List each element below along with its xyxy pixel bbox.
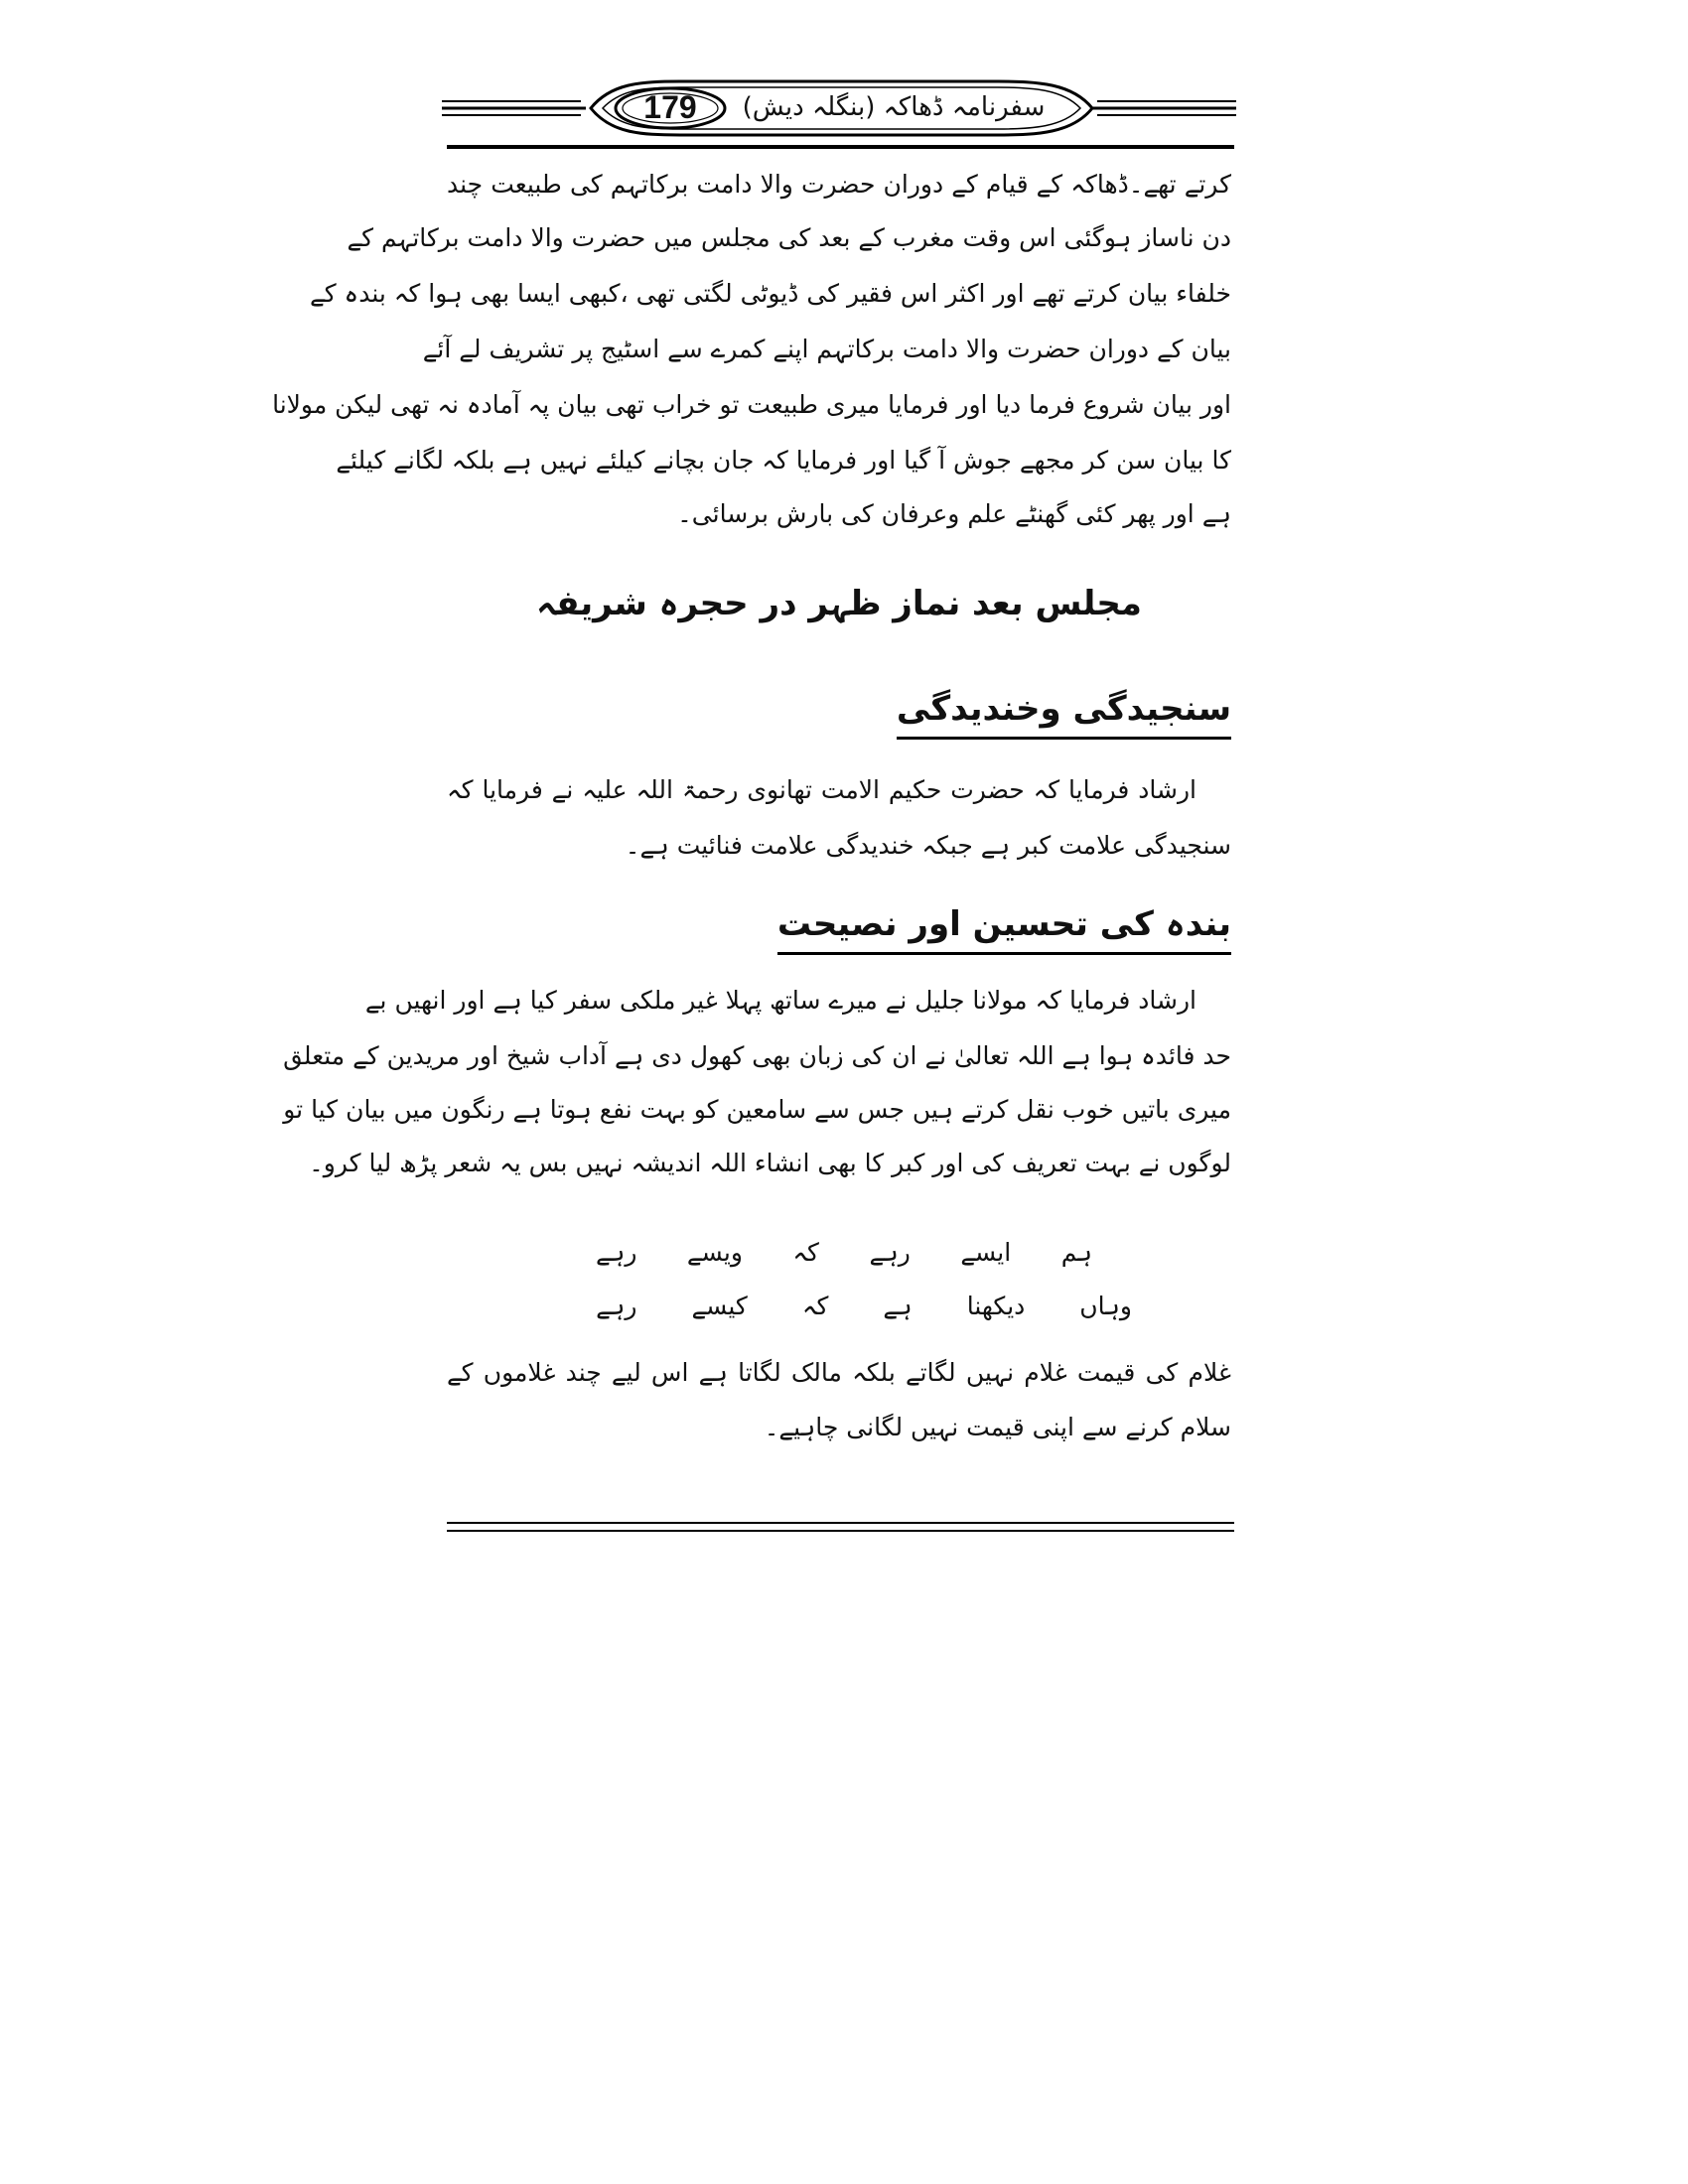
page-header — [442, 77, 1236, 143]
verse-word: کیسے — [691, 1292, 748, 1320]
text-line: حد فائدہ ہوا ہے اللہ تعالیٰ نے ان کی زبان بھی کھول دی ہے آداب شیخ اور مریدین کے متعلق — [283, 1041, 1231, 1070]
text-line: لوگوں نے بہت تعریف کی اور کبر کا بھی انشاء اللہ اندیشہ نہیں بس یہ شعر پڑھ لیا کرو۔ — [309, 1149, 1231, 1177]
verse-word: ہم — [1060, 1238, 1092, 1267]
text-line: خلفاء بیان کرتے تھے اور اکثر اس فقیر کی ڈیوٹی لگتی تھی ،کبھی ایسا بھی ہوا کہ بندہ کے — [310, 279, 1231, 308]
text-line: کرتے تھے۔ڈھاکہ کے قیام کے دوران حضرت والا دامت برکاتہم کی طبیعت چند — [447, 170, 1231, 199]
verse-word: ویسے — [686, 1238, 743, 1267]
verse-line-2 — [596, 1285, 1132, 1328]
text-line: سنجیدگی علامت کبر ہے جبکہ خندیدگی علامت فنائیت ہے۔ — [625, 831, 1231, 860]
text-line: کا بیان سن کر مجھے جوش آ گیا اور فرمایا کہ جان بچانے کیلئے نہیں ہے بلکہ لگانے کیلئے — [336, 446, 1231, 475]
verse-word: رہے — [869, 1238, 911, 1267]
section-heading: مجلس بعد نماز ظہر در حجرہ شریفہ — [536, 584, 1142, 623]
bottom-rule — [447, 1530, 1234, 1532]
verse-word: ایسے — [960, 1238, 1012, 1267]
text-line: دن ناساز ہوگئی اس وقت مغرب کے بعد کی مجلس میں حضرت والا دامت برکاتہم کے — [347, 223, 1231, 252]
verse-word: وہاں — [1079, 1292, 1132, 1320]
top-rule — [447, 145, 1234, 149]
subheading-1: سنجیدگی وخندیدگی — [897, 683, 1231, 740]
book-title: سفرنامہ ڈھاکہ (بنگلہ دیش) — [742, 92, 1046, 122]
verse-word: کہ — [792, 1238, 819, 1267]
text-line: ارشاد فرمایا کہ حضرت حکیم الامت تھانوی رحمۃ اللہ علیہ نے فرمایا کہ — [447, 775, 1196, 804]
subheading-2: بندہ کی تحسین اور نصیحت — [777, 898, 1231, 955]
text-line: ارشاد فرمایا کہ مولانا جلیل نے میرے ساتھ پہلا غیر ملکی سفر کیا ہے اور انھیں بے — [364, 986, 1196, 1015]
text-line: اور بیان شروع فرما دیا اور فرمایا میری طبیعت تو خراب تھی بیان پہ آمادہ نہ تھی لیکن مولانا — [272, 390, 1231, 419]
verse-word: رہے — [596, 1238, 637, 1267]
verse-word: کہ — [801, 1292, 829, 1320]
verse-word: ہے — [883, 1292, 913, 1320]
verse-line-1 — [596, 1231, 1092, 1275]
text-line: بیان کے دوران حضرت والا دامت برکاتہم اپنے کمرے سے اسٹیج پر تشریف لے آئے — [422, 335, 1231, 363]
page-number: 179 — [643, 89, 697, 125]
bottom-rule — [447, 1522, 1234, 1524]
text-line: ہے اور پھر کئی گھنٹے علم وعرفان کی بارش برسائی۔ — [677, 499, 1231, 528]
text-line: میری باتیں خوب نقل کرتے ہیں جس سے سامعین کو بہت نفع ہوتا ہے رنگون میں بیان کیا تو — [283, 1095, 1231, 1124]
text-line: سلام کرنے سے اپنی قیمت نہیں لگانی چاہیے۔ — [764, 1413, 1231, 1441]
verse-word: رہے — [596, 1292, 637, 1320]
verse-word: دیکھنا — [966, 1292, 1026, 1320]
text-line: غلام کی قیمت غلام نہیں لگاتے بلکہ مالک لگاتا ہے اس لیے چند غلاموں کے — [447, 1358, 1231, 1387]
